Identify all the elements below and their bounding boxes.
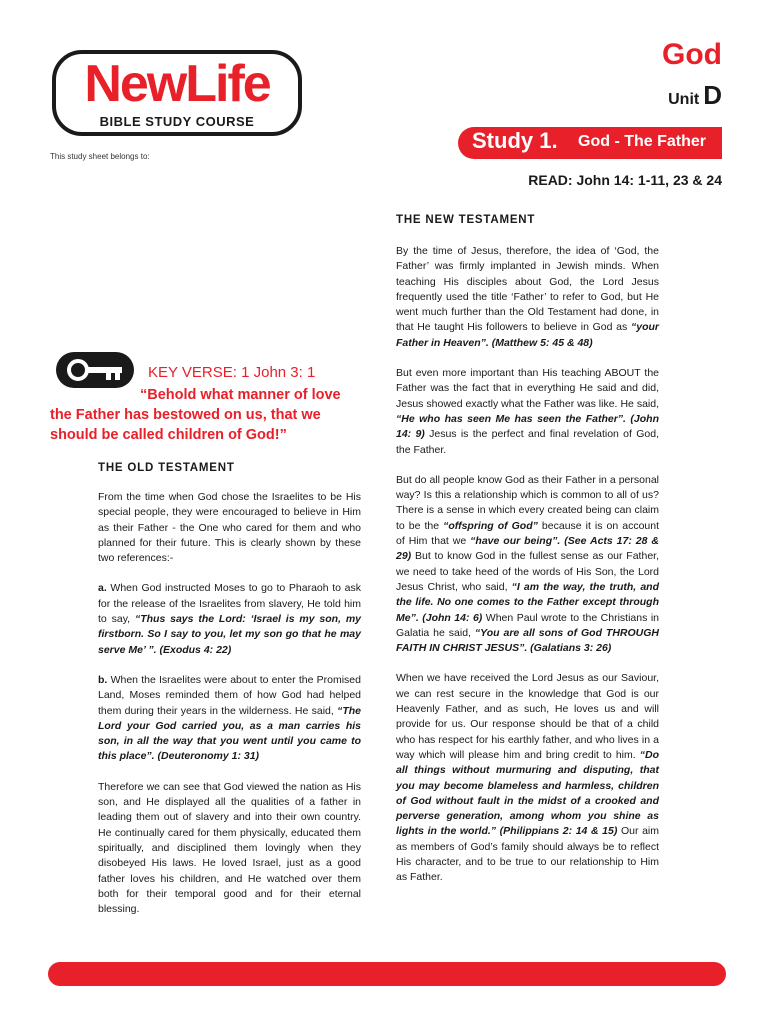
para-1-text: By the time of Jesus, therefore, the idea of ‘God, the Father’ was firmly implanted in Jewish minds. When teaching His disciples about God, the Lord Jesus frequently used the title ‘Father’ to refer to God, but He went much further than the Old Testament had done, in that He taught His followers to believe in God as: [396, 245, 659, 334]
para-3-text-c: But to know God in the fullest sense as our Father, we need to take heed of the words of His Son, the Lord Jesus Christ, who said,: [396, 550, 659, 593]
unit-title: God: [662, 38, 722, 71]
unit-letter: D: [703, 80, 722, 110]
logo-subtitle: BIBLE STUDY COURSE: [99, 114, 255, 129]
para-4-text-a: When we have received the Lord Jesus as our Saviour, we can rest secure in the knowledge that God is our Heavenly Father, and as such, He loves us and will provide for us. Our response should be that of a child who has respect for his earthly father, and who lives in a way which will please him and bring credit to him.: [396, 672, 659, 761]
para-3-quote-2: “have our being”. (See Acts 17: 28 & 29): [396, 535, 660, 563]
old-testament-point-b: [98, 673, 361, 765]
para-3-text-b: because it is on account of Him that we: [396, 519, 660, 548]
para-2-text: But even more important than His teaching ABOUT the Father was the fact that in everything He said and did, Jesus showed exactly what the Father was like. He said,: [396, 367, 659, 410]
para-1-quote: “your Father in Heaven”. (Matthew 5: 45 & 48): [396, 321, 659, 349]
old-testament-point-a: [98, 581, 361, 657]
old-testament-conclusion: Therefore we can see that God viewed the nation as His son, and He displayed all the qualities of a father in leading them out of slavery and into their own country. He continually cared for them physically, educated them spiritually, and disciplined them lovingly when they disobeyed His laws. He loved Israel, just as a good father loves his children, and He watched over them both for their temporal good and for their eternal blessing.: [98, 780, 361, 916]
para-3-quote-3: “I am the way, the truth, and the life. No one comes to the Father except through Me”. (John 14: 6): [396, 580, 659, 624]
para-4-text-b: Our aim as members of God’s family should always be to reflect His character, and to be true to our relationship to Him as Father.: [396, 825, 659, 884]
new-testament-para-1: [396, 244, 659, 351]
key-icon: [56, 352, 134, 388]
new-testament-para-4: [396, 671, 659, 885]
para-3-text-a: But do all people know God as their Father in a personal way? Is this a relationship which is common to all of us? There is a sense in which every created being can claim to be the: [396, 473, 659, 532]
newlife-logo: [52, 50, 302, 136]
point-b-label: b.: [98, 673, 108, 686]
para-2-quote: “He who has seen Me has seen the Father”. (John 14: 9): [396, 412, 659, 441]
para-2-end: Jesus is the perfect and final revelation of God, the Father.: [396, 428, 659, 456]
point-a-quote: “Thus says the Lord: ‘Israel is my son, my firstborn. So I say to you, let my son go that he may serve Me’ ”. (Exodus 4: 22): [98, 613, 362, 656]
new-testament-para-3: [396, 473, 659, 657]
new-testament-para-2: [396, 366, 659, 458]
old-testament-intro: From the time when God chose the Israelites to be His special people, they were encouraged to believe in Him as their Father - the One who cared for them and who planned for their future. This is clearly shown by these two references:-: [98, 491, 361, 565]
old-testament-section: [98, 490, 361, 932]
point-a-text: When God instructed Moses to go to Pharaoh to ask for the release of the Israelites from slavery, He told him to say,: [98, 582, 361, 626]
para-4-quote: “Do all things without murmuring and disputing, that you may become blameless and harmless, children of God without fault in the midst of a crooked and perverse generation, among whom you shine as lights in the world.” (Philippians 2: 14 & 15): [396, 748, 659, 838]
point-b-quote: “The Lord your God carried you, as a man carries his son, in all the way that you went until you came to this place”. (Deuteronomy 1: 31): [98, 704, 361, 763]
key-verse-line-3: should be called children of God!”: [50, 427, 287, 443]
new-testament-section: [396, 244, 659, 901]
key-verse-text: [50, 385, 370, 445]
footer-bar: [48, 962, 726, 986]
para-3-quote-4: “You are all sons of God THROUGH FAITH IN CHRIST JESUS”. (Galatians 3: 26): [396, 626, 659, 655]
key-verse-line-1: “Behold what manner of love: [140, 387, 341, 403]
point-b-text: When the Israelites were about to enter the Promised Land, Moses reminded them of how God had helped them during their years in the wilderness. He said,: [98, 673, 361, 717]
belongs-to-label: This study sheet belongs to:: [50, 152, 150, 161]
study-number: Study 1.: [472, 128, 558, 153]
read-reference: READ: John 14: 1-11, 23 & 24: [528, 172, 722, 188]
key-verse-line-2: the Father has bestowed on us, that we: [50, 407, 321, 423]
para-3-quote-1: “offspring of God”: [443, 519, 538, 532]
unit-label: Unit: [668, 91, 700, 108]
point-a-label: a.: [98, 582, 107, 595]
old-testament-heading: THE OLD TESTAMENT: [98, 462, 235, 474]
logo-title: NewLife: [84, 55, 270, 113]
para-3-text-d: When Paul wrote to the Christians in Galatia he said,: [396, 611, 659, 639]
unit-line: [668, 80, 722, 111]
study-topic: God - The Father: [578, 133, 706, 150]
new-testament-heading: THE NEW TESTAMENT: [396, 214, 536, 226]
key-verse-heading: KEY VERSE: 1 John 3: 1: [148, 364, 316, 381]
